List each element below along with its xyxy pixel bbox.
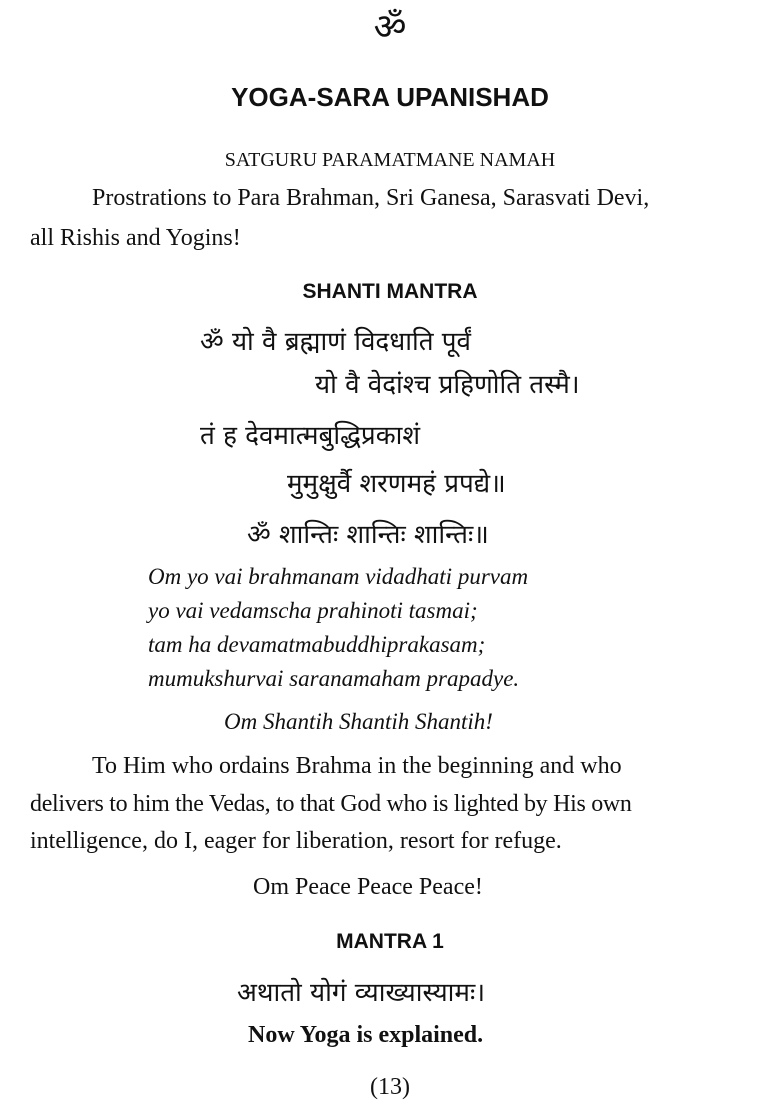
sanskrit-line: ॐ यो वै ब्रह्माणं विदधाति पूर्वं bbox=[200, 327, 472, 357]
transliteration-line: tam ha devamatmabuddhiprakasam; bbox=[148, 632, 486, 657]
sanskrit-line: यो वै वेदांश्च प्रहिणोति तस्मै। bbox=[315, 370, 580, 400]
translation-line: delivers to him the Vedas, to that God who is lighted by His own bbox=[30, 791, 632, 817]
page-title: YOGA-SARA UPANISHAD bbox=[231, 82, 549, 112]
prostrations-line: all Rishis and Yogins! bbox=[30, 225, 241, 251]
om-peace: Om Peace Peace Peace! bbox=[253, 874, 483, 900]
shanti-mantra-heading: SHANTI MANTRA bbox=[302, 280, 478, 303]
prostrations-line: Prostrations to Para Brahman, Sri Ganesa, Sarasvati Devi, bbox=[92, 185, 650, 211]
transliteration-line: mumukshurvai saranamaham prapadye. bbox=[148, 666, 520, 691]
sanskrit-line: तं ह देवमात्मबुद्धिप्रकाशं bbox=[200, 421, 421, 451]
page-number: (13) bbox=[370, 1074, 410, 1100]
transliteration-line: Om yo vai brahmanam vidadhati purvam bbox=[148, 564, 529, 589]
om-shantih: Om Shantih Shantih Shantih! bbox=[224, 709, 493, 734]
transliteration-line: yo vai vedamscha prahinoti tasmai; bbox=[148, 598, 478, 623]
mantra-translation: Now Yoga is explained. bbox=[248, 1022, 484, 1048]
sanskrit-line: ॐ शान्तिः शान्तिः शान्तिः॥ bbox=[247, 520, 489, 550]
mantra-heading: MANTRA 1 bbox=[336, 930, 444, 953]
om-symbol: ॐ bbox=[373, 7, 407, 48]
sanskrit-line: मुमुक्षुर्वै शरणमहं प्रपद्ये॥ bbox=[287, 469, 506, 499]
invocation: SATGURU PARAMATMANE NAMAH bbox=[224, 149, 556, 171]
translation-line: To Him who ordains Brahma in the beginning and who bbox=[92, 753, 622, 779]
mantra-sanskrit: अथातो योगं व्याख्यास्यामः। bbox=[237, 978, 486, 1008]
translation-line: intelligence, do I, eager for liberation, resort for refuge. bbox=[30, 828, 562, 854]
